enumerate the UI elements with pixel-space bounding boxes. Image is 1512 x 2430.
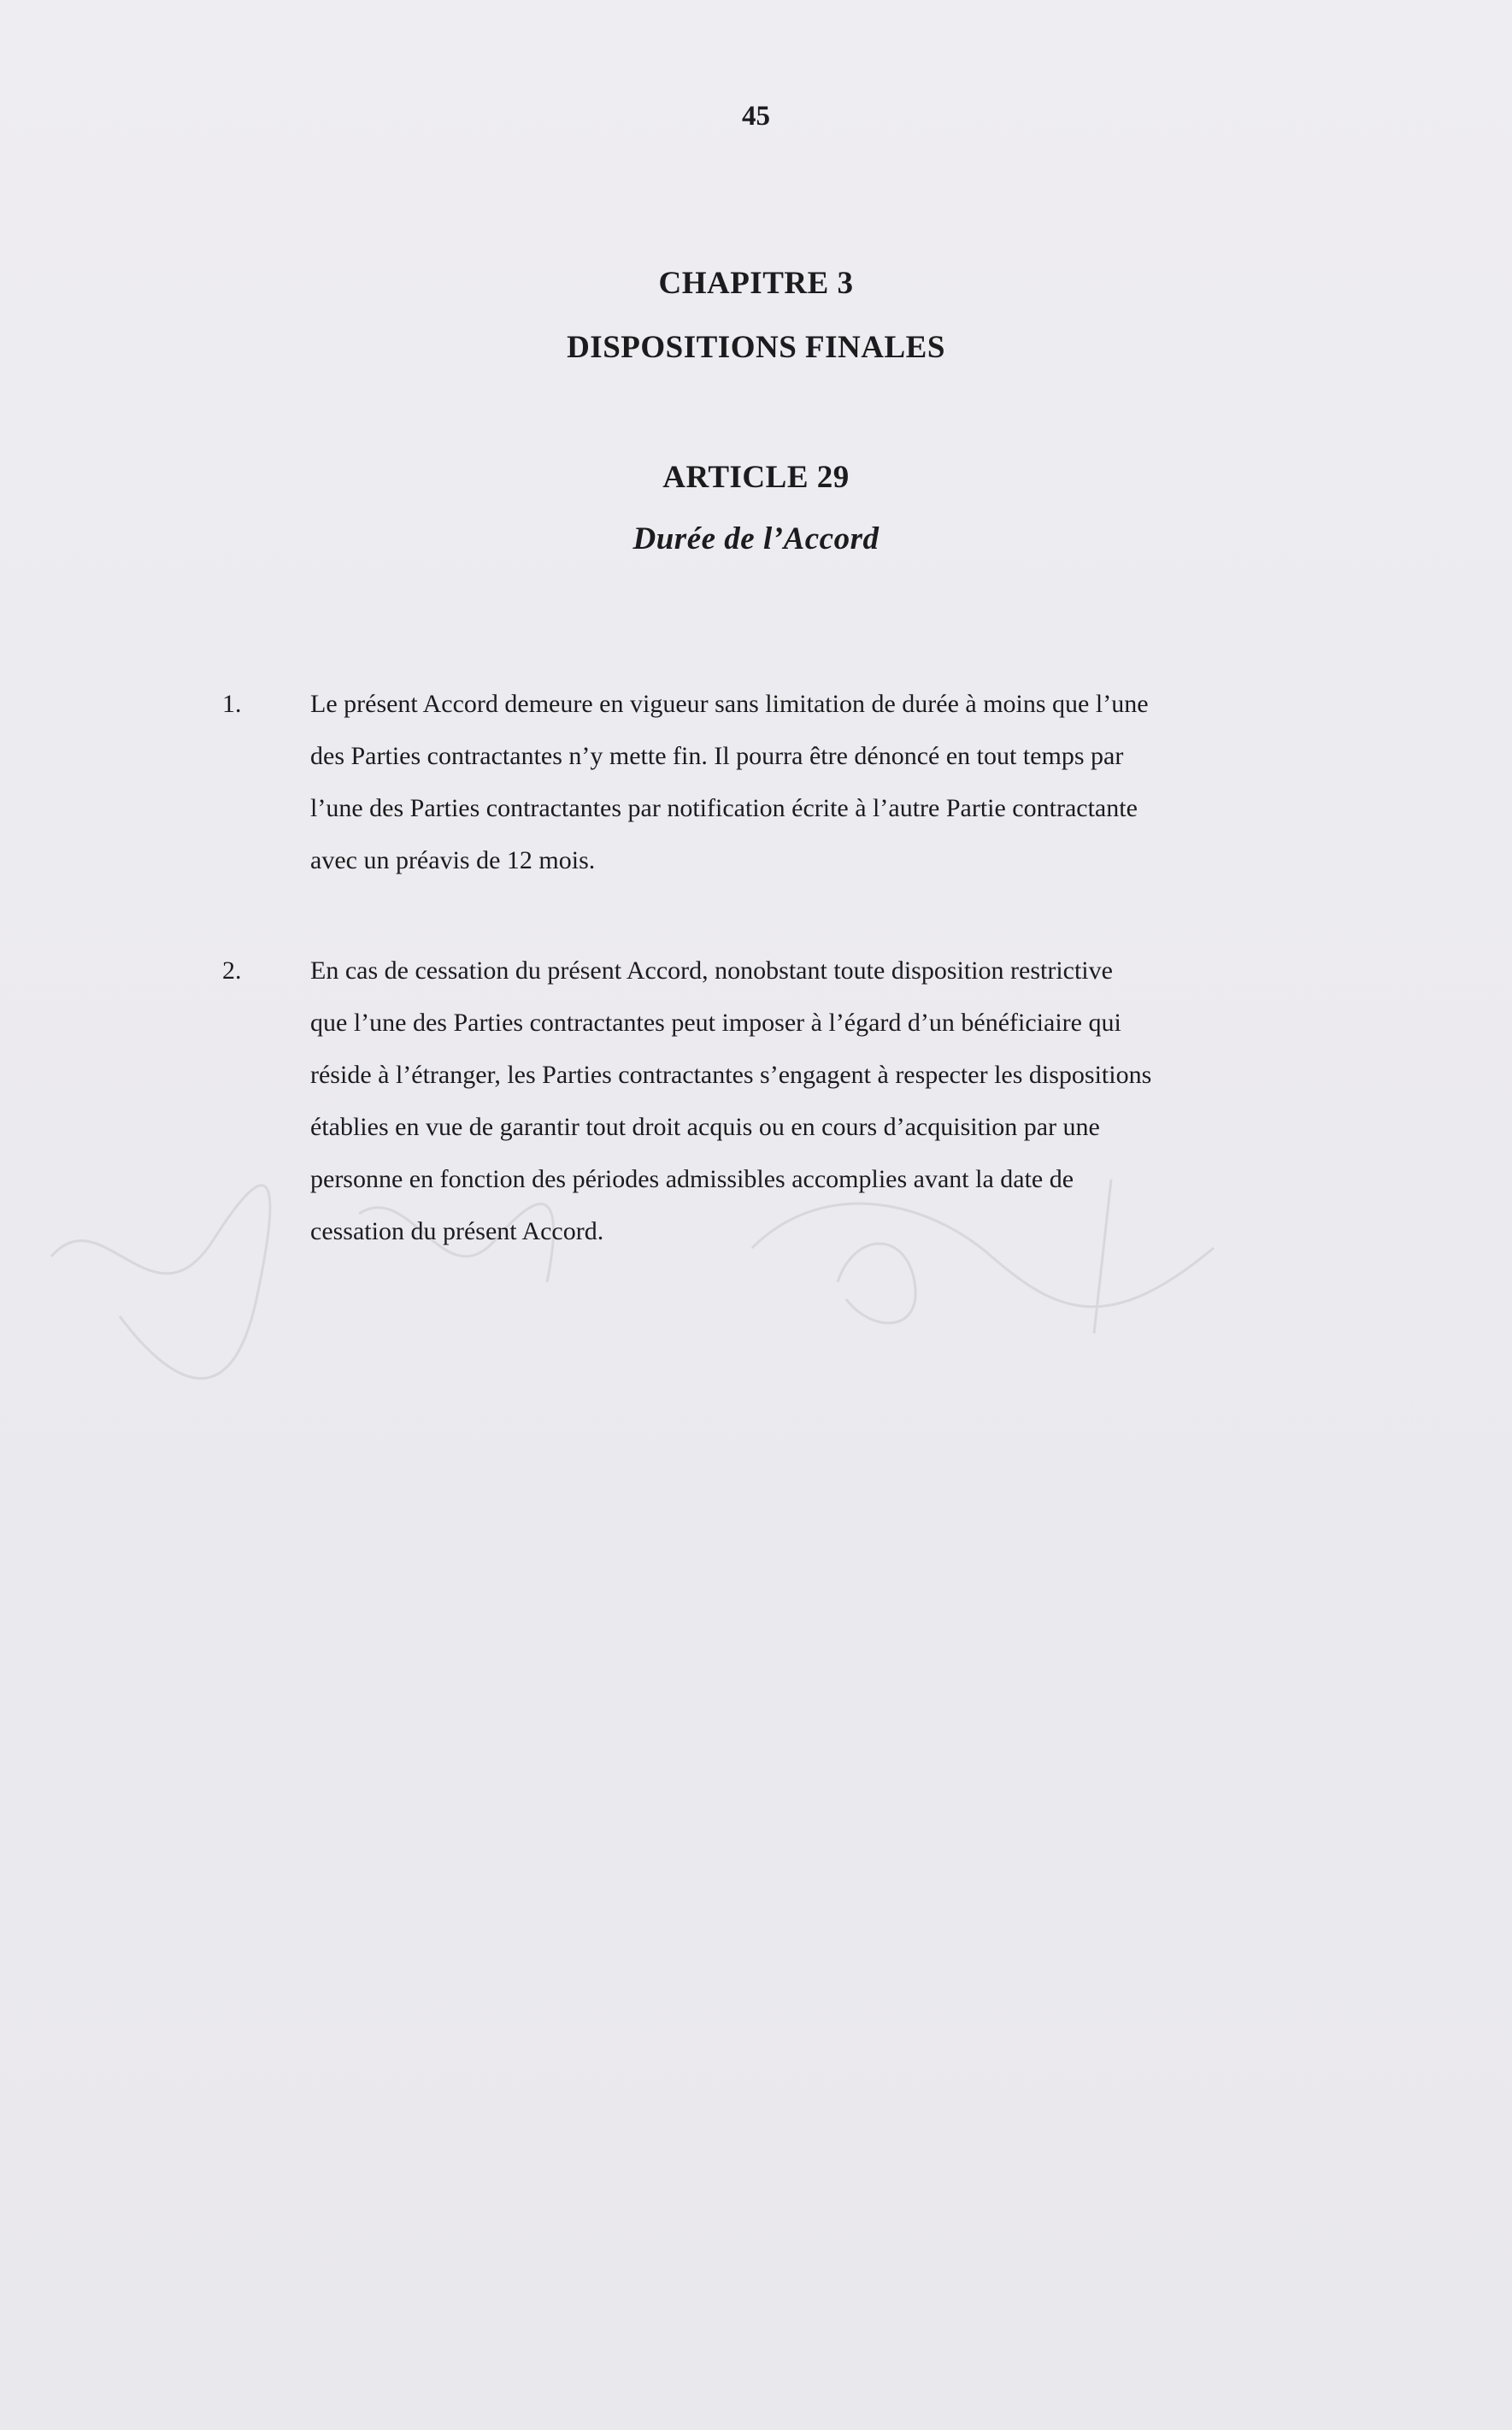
paragraph-text: [310, 678, 1291, 886]
paragraph-line: Le présent Accord demeure en vigueur sans limitation de durée à moins que l’une: [310, 690, 1149, 718]
article-number: ARTICLE 29: [662, 460, 850, 495]
paragraph-line: que l’une des Parties contractantes peut imposer à l’égard d’un bénéficiaire qui: [310, 1009, 1121, 1037]
page-number: 45: [742, 101, 770, 132]
paragraph-line: En cas de cessation du présent Accord, nonobstant toute disposition restrictive: [310, 956, 1113, 985]
chapter-title: CHAPITRE 3: [658, 266, 854, 301]
chapter-subtitle: DISPOSITIONS FINALES: [567, 330, 945, 365]
paragraph-line: avec un préavis de 12 mois.: [310, 846, 596, 874]
paragraph-1: [222, 678, 1291, 886]
paragraph-number: 1.: [222, 690, 242, 718]
paragraph-line: personne en fonction des périodes admissibles accomplies avant la date de: [310, 1165, 1074, 1193]
paragraph-number: 2.: [222, 956, 242, 985]
paragraph-line: réside à l’étranger, les Parties contractantes s’engagent à respecter les dispositions: [310, 1061, 1152, 1089]
article-title: Durée de l’Accord: [632, 521, 880, 556]
paragraph-text: [310, 944, 1291, 1257]
paragraph-2: [222, 944, 1291, 1257]
paragraph-line: des Parties contractantes n’y mette fin. Il pourra être dénoncé en tout temps par: [310, 742, 1124, 770]
paragraph-line: cessation du présent Accord.: [310, 1217, 604, 1245]
paragraph-line: établies en vue de garantir tout droit acquis ou en cours d’acquisition par une: [310, 1113, 1100, 1141]
paragraph-line: l’une des Parties contractantes par notification écrite à l’autre Partie contractante: [310, 794, 1138, 822]
